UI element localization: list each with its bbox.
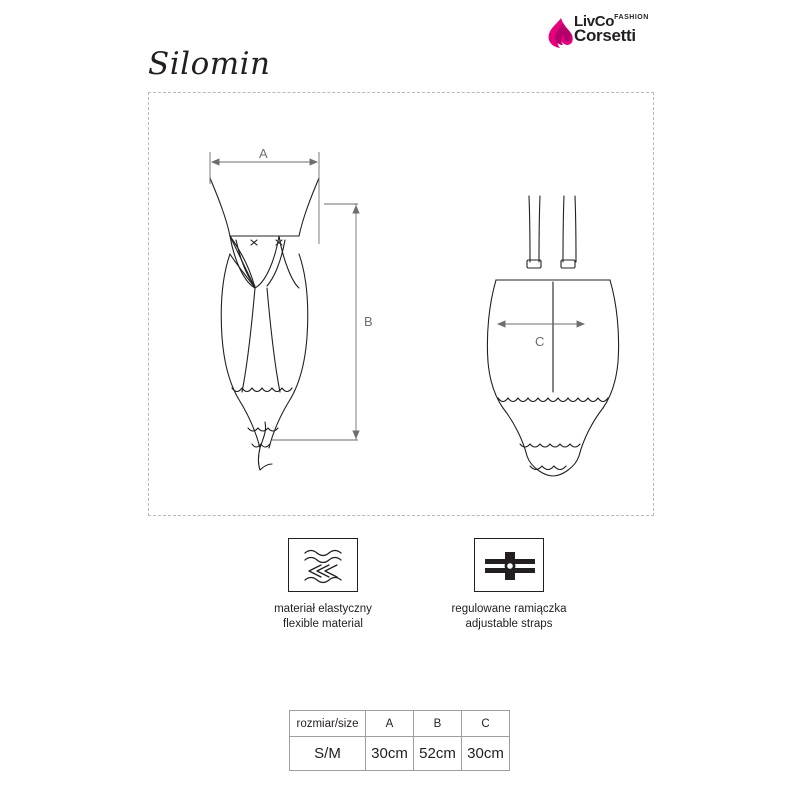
feature-caption-pl: regulowane ramiączka <box>451 603 567 615</box>
bodysuit-front-technical-drawing <box>210 178 319 470</box>
brand-wordmark <box>574 14 686 44</box>
table-row <box>290 737 510 771</box>
table-header-c: C <box>462 711 510 737</box>
cell-c: 30cm <box>462 737 510 771</box>
brand-logo <box>548 14 688 54</box>
cell-size: S/M <box>290 737 366 771</box>
feature-caption-en: adjustable straps <box>465 618 553 630</box>
measure-label-c: C <box>535 334 545 349</box>
brand-name-line1: LivCo <box>574 13 615 30</box>
size-table <box>289 710 510 771</box>
table-header-size: rozmiar/size <box>290 711 366 737</box>
measure-label-a: A <box>259 146 268 161</box>
bodysuit-back-technical-drawing <box>487 196 618 476</box>
cell-b: 52cm <box>414 737 462 771</box>
brand-name-fashion: FASHION <box>614 14 649 21</box>
table-header-row <box>290 711 510 737</box>
feature-adjustable-straps <box>394 538 624 632</box>
feature-caption-en: flexible material <box>283 618 363 630</box>
cell-a: 30cm <box>366 737 414 771</box>
elastic-wavy-lines-icon <box>288 538 358 592</box>
feature-list <box>148 538 654 658</box>
brand-name-line2: Corsetti <box>574 26 636 45</box>
table-header-a: A <box>366 711 414 737</box>
table-header-b: B <box>414 711 462 737</box>
livco-corsetti-flame-logo-icon <box>548 18 574 48</box>
adjustable-strap-slider-icon <box>474 538 544 592</box>
page-title: Silomin <box>148 46 271 82</box>
feature-caption-pl: materiał elastyczny <box>274 603 372 615</box>
measure-label-b: B <box>364 314 373 329</box>
technical-drawing-area <box>148 92 654 516</box>
